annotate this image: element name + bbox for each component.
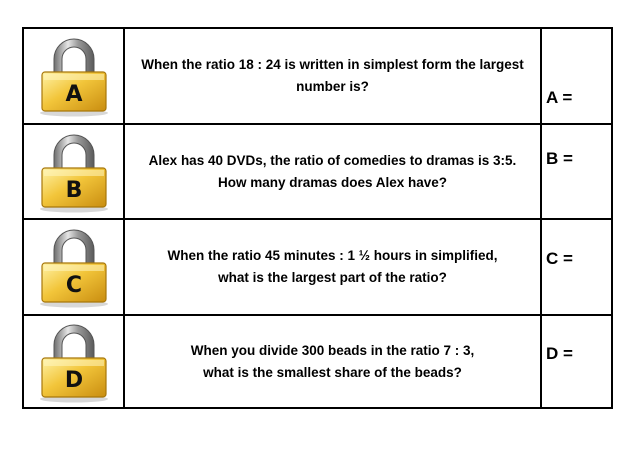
question-line: what is the largest part of the ratio? bbox=[218, 270, 447, 285]
worksheet-table bbox=[22, 27, 613, 409]
question-cell bbox=[125, 125, 542, 218]
table-row bbox=[24, 316, 611, 407]
lock-cell bbox=[24, 29, 125, 123]
question-cell bbox=[125, 29, 542, 123]
table-row bbox=[24, 29, 611, 125]
question-line: When the ratio 45 minutes : 1 ½ hours in simplified, bbox=[167, 248, 498, 263]
answer-cell[interactable] bbox=[542, 316, 611, 407]
question-cell bbox=[125, 220, 542, 314]
question-text bbox=[167, 245, 497, 289]
answer-label: A = bbox=[546, 88, 573, 107]
question-line: When you divide 300 beads in the ratio 7 : 3, bbox=[190, 342, 475, 358]
table-row bbox=[24, 220, 611, 316]
answer-cell[interactable] bbox=[542, 29, 611, 123]
padlock-icon bbox=[35, 35, 113, 117]
padlock-icon bbox=[35, 226, 113, 308]
answer-cell[interactable] bbox=[542, 125, 611, 218]
lock-cell bbox=[24, 125, 125, 218]
lock-cell bbox=[24, 220, 125, 314]
lock-letter: B bbox=[65, 177, 82, 203]
answer-label: C = bbox=[546, 249, 573, 268]
padlock-icon bbox=[35, 321, 113, 403]
answer-cell[interactable] bbox=[542, 220, 611, 314]
answer-label: D = bbox=[546, 344, 573, 363]
answer-label: B = bbox=[546, 149, 573, 168]
table-row bbox=[24, 125, 611, 220]
lock-cell bbox=[24, 316, 125, 407]
question-text: Alex has 40 DVDs, the ratio of comedies to dramas is 3:5. How many dramas does Alex have? bbox=[148, 152, 517, 190]
question-text: When the ratio 18 : 24 is written in simplest form the largest number is? bbox=[141, 57, 524, 94]
question-cell bbox=[125, 316, 542, 407]
question-text bbox=[191, 340, 475, 384]
padlock-icon bbox=[35, 131, 113, 213]
lock-letter: C bbox=[65, 273, 82, 298]
lock-letter: A bbox=[64, 82, 83, 107]
question-line: what is the smallest share of the beads? bbox=[203, 364, 462, 380]
lock-letter: D bbox=[64, 367, 83, 393]
